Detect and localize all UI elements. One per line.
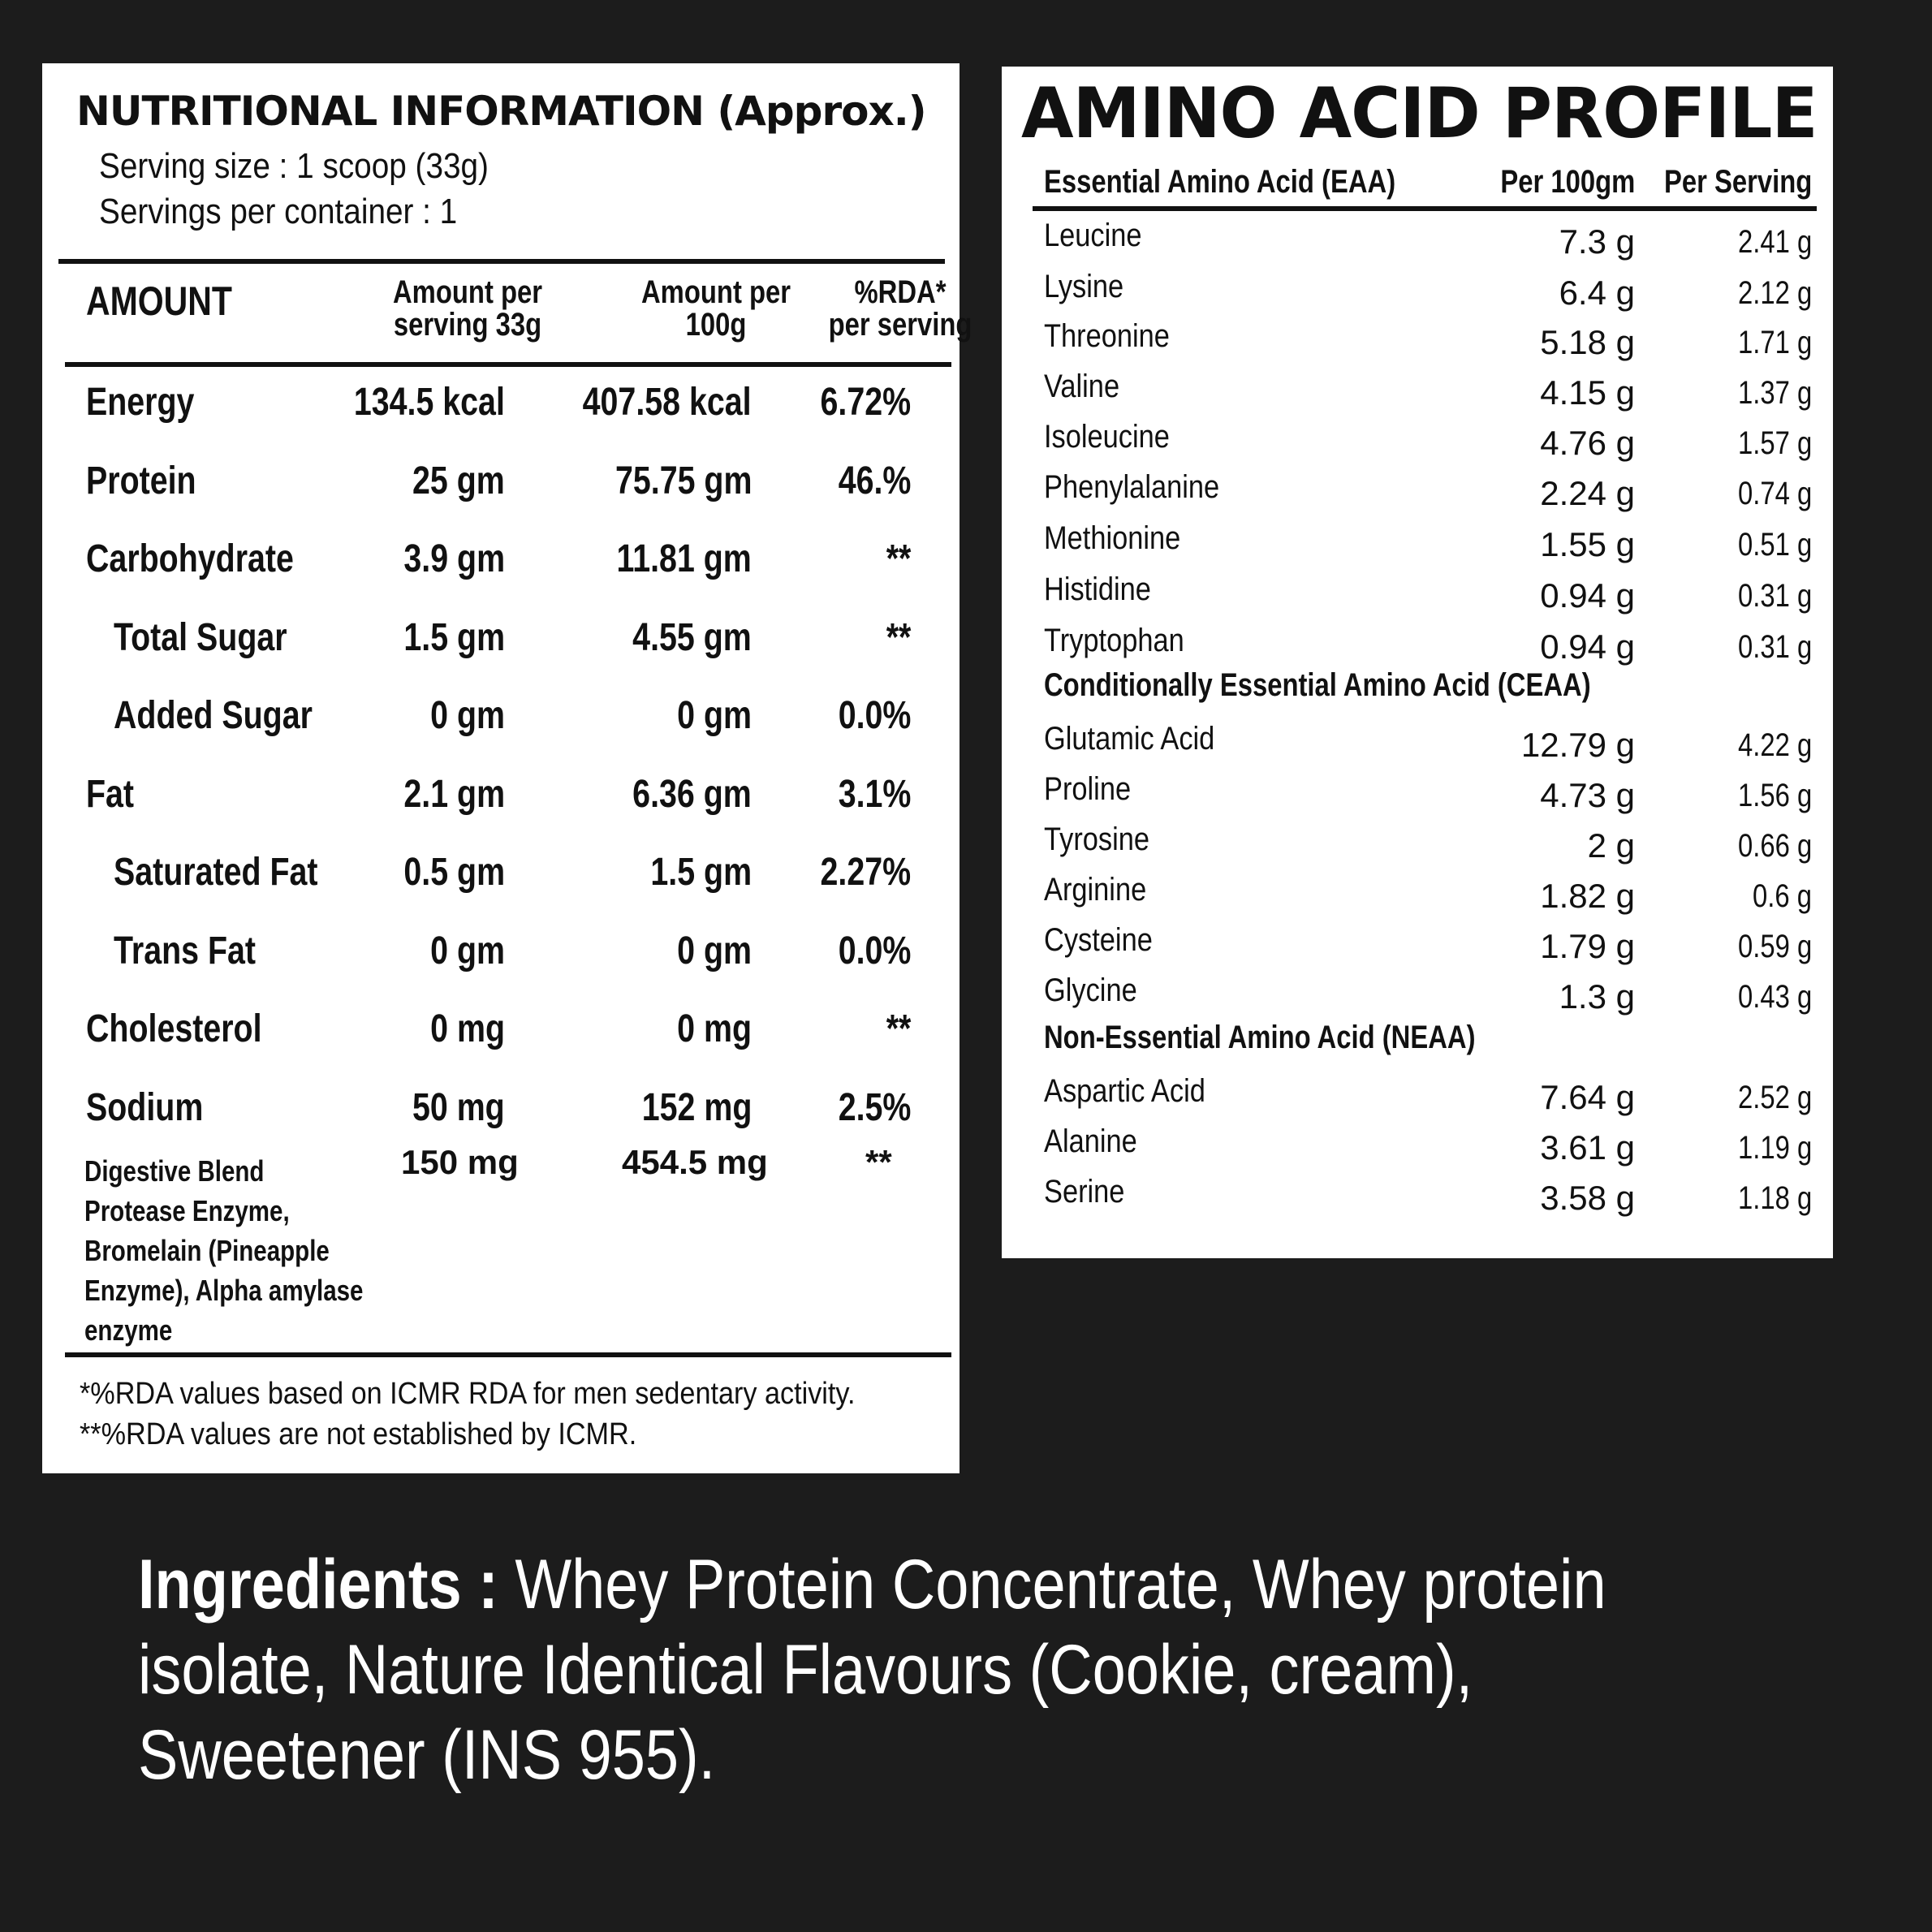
amino-per-serving: 0.31 g — [1737, 629, 1812, 665]
amino-per-100g: 4.73 g — [1540, 776, 1635, 814]
amino-row — [1002, 366, 1833, 412]
nutrient-rda: ** — [886, 1007, 911, 1050]
nutrient-per-100g: 0 gm — [677, 929, 752, 972]
amino-row — [1002, 718, 1833, 764]
amino-per-100g: 7.3 g — [1559, 222, 1635, 261]
nutrient-name: Sodium — [86, 1085, 204, 1129]
amino-name: Methionine — [1044, 520, 1181, 556]
amino-row — [1002, 819, 1833, 865]
nutrition-row — [42, 692, 960, 740]
nutrient-per-100g: 0 gm — [677, 694, 752, 737]
amino-per-100g: 2.24 g — [1540, 474, 1635, 512]
footnote-rda: *%RDA values based on ICMR RDA for men sedentary activity. — [80, 1377, 856, 1411]
amino-per-100g: 1.79 g — [1540, 927, 1635, 965]
nutrient-name: Carbohydrate — [86, 537, 294, 580]
amino-per-serving: 2.52 g — [1737, 1080, 1812, 1115]
nutrition-row — [42, 1084, 960, 1132]
amino-per-serving: 0.31 g — [1737, 578, 1812, 614]
nutrient-rda: ** — [886, 537, 911, 580]
nutrient-rda: 3.1% — [838, 772, 911, 816]
amino-row — [1002, 920, 1833, 965]
neaa-section-title: Non-Essential Amino Acid (NEAA) — [1044, 1020, 1476, 1055]
amino-per-100g: 0.94 g — [1540, 576, 1635, 615]
ceaa-section-title: Conditionally Essential Amino Acid (CEAA) — [1044, 667, 1591, 703]
amino-title: AMINO ACID PROFILE — [1021, 73, 1818, 154]
amino-row — [1002, 266, 1833, 312]
amino-row — [1002, 316, 1833, 361]
ingredients-block — [138, 1542, 1843, 1798]
amino-name: Arginine — [1044, 872, 1147, 908]
amino-per-100g: 7.64 g — [1540, 1078, 1635, 1116]
amino-row — [1002, 215, 1833, 261]
header-per-100g: Amount per 100g — [640, 274, 791, 343]
nutrient-per-100g: 0 mg — [677, 1007, 752, 1050]
amino-name: Proline — [1044, 771, 1132, 807]
amino-row — [1002, 518, 1833, 563]
nutrient-per-100g: 1.5 gm — [650, 851, 752, 894]
nutrient-per-serving: 0 gm — [430, 929, 505, 972]
amino-name: Glycine — [1044, 972, 1137, 1008]
amino-per-serving: 2.41 g — [1737, 224, 1812, 260]
amino-per-serving: 4.22 g — [1737, 727, 1812, 763]
nutrient-per-serving: 3.9 gm — [403, 537, 505, 580]
amino-per-serving: 0.74 g — [1737, 476, 1812, 511]
amino-row — [1002, 970, 1833, 1016]
amino-per-serving: 1.37 g — [1737, 375, 1812, 411]
amino-per-100g: 3.61 g — [1540, 1128, 1635, 1167]
nutrient-rda: 0.0% — [838, 694, 911, 737]
nutrient-per-100g: 11.81 gm — [616, 537, 752, 580]
amino-row — [1002, 769, 1833, 814]
footer-rule — [65, 1352, 951, 1357]
nutrient-rda: 2.5% — [838, 1085, 911, 1129]
amino-per-100g: 4.15 g — [1540, 373, 1635, 412]
amino-per-100g: 4.76 g — [1540, 424, 1635, 462]
amino-header-per-serving: Per Serving — [1663, 164, 1812, 200]
digestive-rda: ** — [865, 1143, 892, 1181]
nutrition-row — [42, 614, 960, 662]
amino-row — [1002, 1071, 1833, 1116]
nutrient-per-serving: 0.5 gm — [403, 851, 505, 894]
amino-per-100g: 1.3 g — [1559, 977, 1635, 1016]
nutrition-row — [42, 1005, 960, 1054]
nutrition-row — [42, 770, 960, 819]
amino-header-per-100g: Per 100gm — [1500, 164, 1635, 200]
nutrition-title: NUTRITIONAL INFORMATION (Approx.) — [76, 88, 926, 135]
nutrient-per-100g: 75.75 gm — [615, 459, 752, 502]
nutrient-rda: 6.72% — [820, 381, 911, 424]
nutrient-name: Cholesterol — [86, 1007, 262, 1050]
amino-per-100g: 3.58 g — [1540, 1179, 1635, 1217]
amino-per-100g: 6.4 g — [1559, 274, 1635, 312]
nutrition-row — [42, 378, 960, 427]
amino-name: Alanine — [1044, 1123, 1137, 1159]
header-amount: AMOUNT — [86, 278, 232, 324]
nutrition-row — [42, 927, 960, 976]
amino-name: Glutamic Acid — [1044, 721, 1215, 757]
amino-per-serving: 0.66 g — [1737, 828, 1812, 864]
nutrient-per-serving: 50 mg — [412, 1085, 505, 1129]
digestive-per-serving: 150 mg — [401, 1143, 519, 1181]
amino-per-100g: 0.94 g — [1540, 627, 1635, 666]
amino-name: Leucine — [1044, 218, 1142, 253]
amino-row — [1002, 1121, 1833, 1167]
amino-per-serving: 1.56 g — [1737, 778, 1812, 813]
header-per-serving: Amount per serving 33g — [392, 274, 543, 343]
nutrient-name: Total Sugar — [114, 615, 287, 659]
amino-per-serving: 1.57 g — [1737, 425, 1812, 461]
header-top-rule — [58, 259, 945, 264]
nutrient-name: Energy — [86, 381, 195, 424]
nutrient-name: Protein — [86, 459, 196, 502]
nutrition-row — [42, 848, 960, 897]
amino-name: Tyrosine — [1044, 822, 1150, 857]
nutrient-name: Fat — [86, 772, 135, 816]
amino-per-serving: 0.43 g — [1737, 979, 1812, 1015]
ingredients-label: Ingredients : — [138, 1546, 498, 1624]
nutrient-per-100g: 407.58 kcal — [583, 381, 752, 424]
nutrient-per-serving: 134.5 kcal — [353, 381, 505, 424]
nutrition-row — [42, 535, 960, 584]
nutrient-name: Added Sugar — [114, 694, 313, 737]
amino-header-rule — [1033, 206, 1817, 211]
amino-per-serving: 0.51 g — [1737, 527, 1812, 563]
amino-row — [1002, 1171, 1833, 1217]
nutrient-rda: 0.0% — [838, 929, 911, 972]
nutrition-panel — [42, 63, 972, 1473]
serving-size: Serving size : 1 scoop (33g) — [99, 146, 489, 186]
amino-per-100g: 1.82 g — [1540, 877, 1635, 915]
amino-name: Threonine — [1044, 318, 1170, 354]
amino-per-100g: 12.79 g — [1520, 726, 1635, 764]
amino-per-100g: 2 g — [1587, 826, 1635, 865]
nutrient-name: Saturated Fat — [114, 851, 318, 894]
nutrient-per-serving: 25 gm — [412, 459, 505, 502]
nutrition-row — [42, 457, 960, 506]
ingredients-line-1 — [138, 1542, 1604, 1628]
nutrient-rda: ** — [886, 615, 911, 659]
ingredients-line-3: Sweetener (INS 955). — [138, 1716, 716, 1794]
ingredients-line-2: isolate, Nature Identical Flavours (Cookie, cream), — [138, 1631, 1473, 1709]
amino-name: Tryptophan — [1044, 623, 1184, 658]
amino-row — [1002, 620, 1833, 666]
amino-per-100g: 1.55 g — [1540, 525, 1635, 563]
header-bottom-rule — [65, 362, 951, 367]
nutrient-name: Trans Fat — [114, 929, 256, 972]
footnote-not-established: **%RDA values are not established by ICMR. — [80, 1417, 637, 1451]
amino-panel — [1002, 67, 1833, 1258]
amino-name: Serine — [1044, 1174, 1125, 1210]
amino-per-serving: 1.71 g — [1737, 325, 1812, 360]
nutrient-rda: 2.27% — [820, 851, 911, 894]
amino-header-name: Essential Amino Acid (EAA) — [1044, 164, 1396, 200]
amino-per-serving: 1.19 g — [1737, 1130, 1812, 1166]
digestive-blend-name: Digestive Blend Protease Enzyme, Bromelain (Pineapple Enzyme), Alpha amylase enzyme — [84, 1154, 364, 1347]
amino-per-100g: 5.18 g — [1540, 323, 1635, 361]
amino-row — [1002, 416, 1833, 462]
amino-row — [1002, 467, 1833, 512]
nutrient-per-serving: 0 mg — [430, 1007, 505, 1050]
amino-name: Lysine — [1044, 269, 1124, 304]
nutrient-per-100g: 6.36 gm — [632, 772, 752, 816]
amino-name: Valine — [1044, 369, 1120, 404]
amino-per-serving: 2.12 g — [1737, 275, 1812, 311]
digestive-per-100g: 454.5 mg — [622, 1143, 768, 1181]
nutrient-per-100g: 152 mg — [641, 1085, 752, 1129]
ingredients-text-1: Whey Protein Concentrate, Whey protein — [498, 1546, 1606, 1624]
amino-per-serving: 0.59 g — [1737, 929, 1812, 964]
servings-per-container: Servings per container : 1 — [99, 192, 458, 231]
header-rda: %RDA* per serving — [828, 274, 972, 343]
nutrient-per-serving: 0 gm — [430, 694, 505, 737]
amino-per-serving: 1.18 g — [1737, 1180, 1812, 1216]
nutrient-per-serving: 1.5 gm — [403, 615, 505, 659]
amino-name: Cysteine — [1044, 922, 1153, 958]
nutrient-per-100g: 4.55 gm — [632, 615, 752, 659]
amino-name: Isoleucine — [1044, 419, 1170, 455]
amino-row — [1002, 569, 1833, 615]
amino-name: Histidine — [1044, 571, 1151, 607]
nutrient-rda: 46.% — [838, 459, 911, 502]
amino-name: Phenylalanine — [1044, 469, 1220, 505]
amino-per-serving: 0.6 g — [1753, 878, 1812, 914]
nutrient-per-serving: 2.1 gm — [403, 772, 505, 816]
amino-row — [1002, 869, 1833, 915]
amino-name: Aspartic Acid — [1044, 1073, 1205, 1109]
